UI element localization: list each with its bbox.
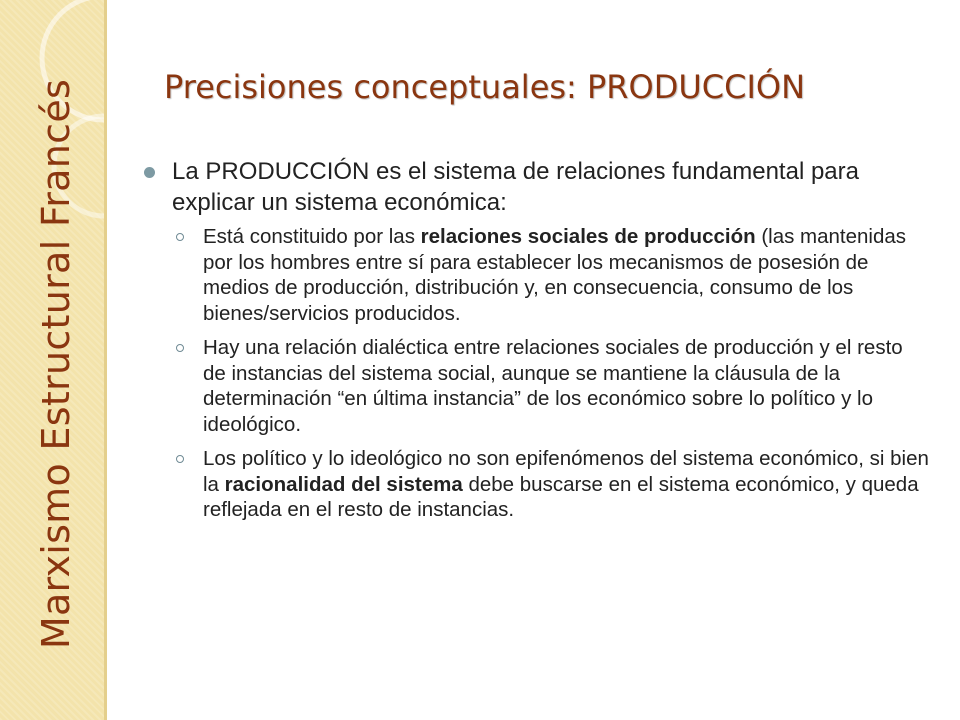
sub-bullet-text: debe buscarse en el sistema económico, y queda reflejada en el resto de instancias.: [203, 472, 919, 521]
sub-bullet-3: [130, 446, 930, 523]
ring-bullet-icon: [176, 233, 184, 241]
sub-bullet-text: Está constituido por las: [203, 225, 421, 248]
sub-bullet-text: (las mantenidas por los hombres entre sí para establecer los mecanismos de posesión de medios de producción, distribución y, en consecuencia, consumo de los bienes/servicios producidos.: [203, 225, 907, 325]
sub-bullet-1: [130, 224, 930, 326]
sub-bullet-text: Los político y lo ideológico no son epifenómenos del sistema económico, si bien la: [203, 447, 929, 496]
sub-bullet-2: [130, 335, 930, 437]
slide-content: [130, 156, 930, 532]
sub-bullet-bold-text: relaciones sociales de producción: [420, 225, 756, 248]
sidebar-divider: [104, 0, 107, 720]
main-bullet: [130, 156, 930, 218]
sidebar-panel: [0, 0, 106, 720]
vertical-title: Marxismo Estructural Francés: [34, 78, 78, 650]
main-bullet-text: La PRODUCCIÓN es el sistema de relaciones fundamental para explicar un sistema económica:: [172, 158, 859, 216]
slide-title: Precisiones conceptuales: PRODUCCIÓN: [164, 68, 806, 106]
sub-bullet-bold-text: racionalidad del sistema: [224, 472, 463, 496]
bullet-dot-icon: [144, 167, 155, 178]
ring-bullet-icon: [176, 455, 184, 463]
sub-bullet-text: Hay una relación dialéctica entre relaciones sociales de producción y el resto de instancias del sistema social, aunque se mantiene la cláusula de la determinación “en última instancia” de los económico sobre lo político y lo ideológico.: [203, 336, 903, 436]
ring-bullet-icon: [176, 344, 184, 352]
